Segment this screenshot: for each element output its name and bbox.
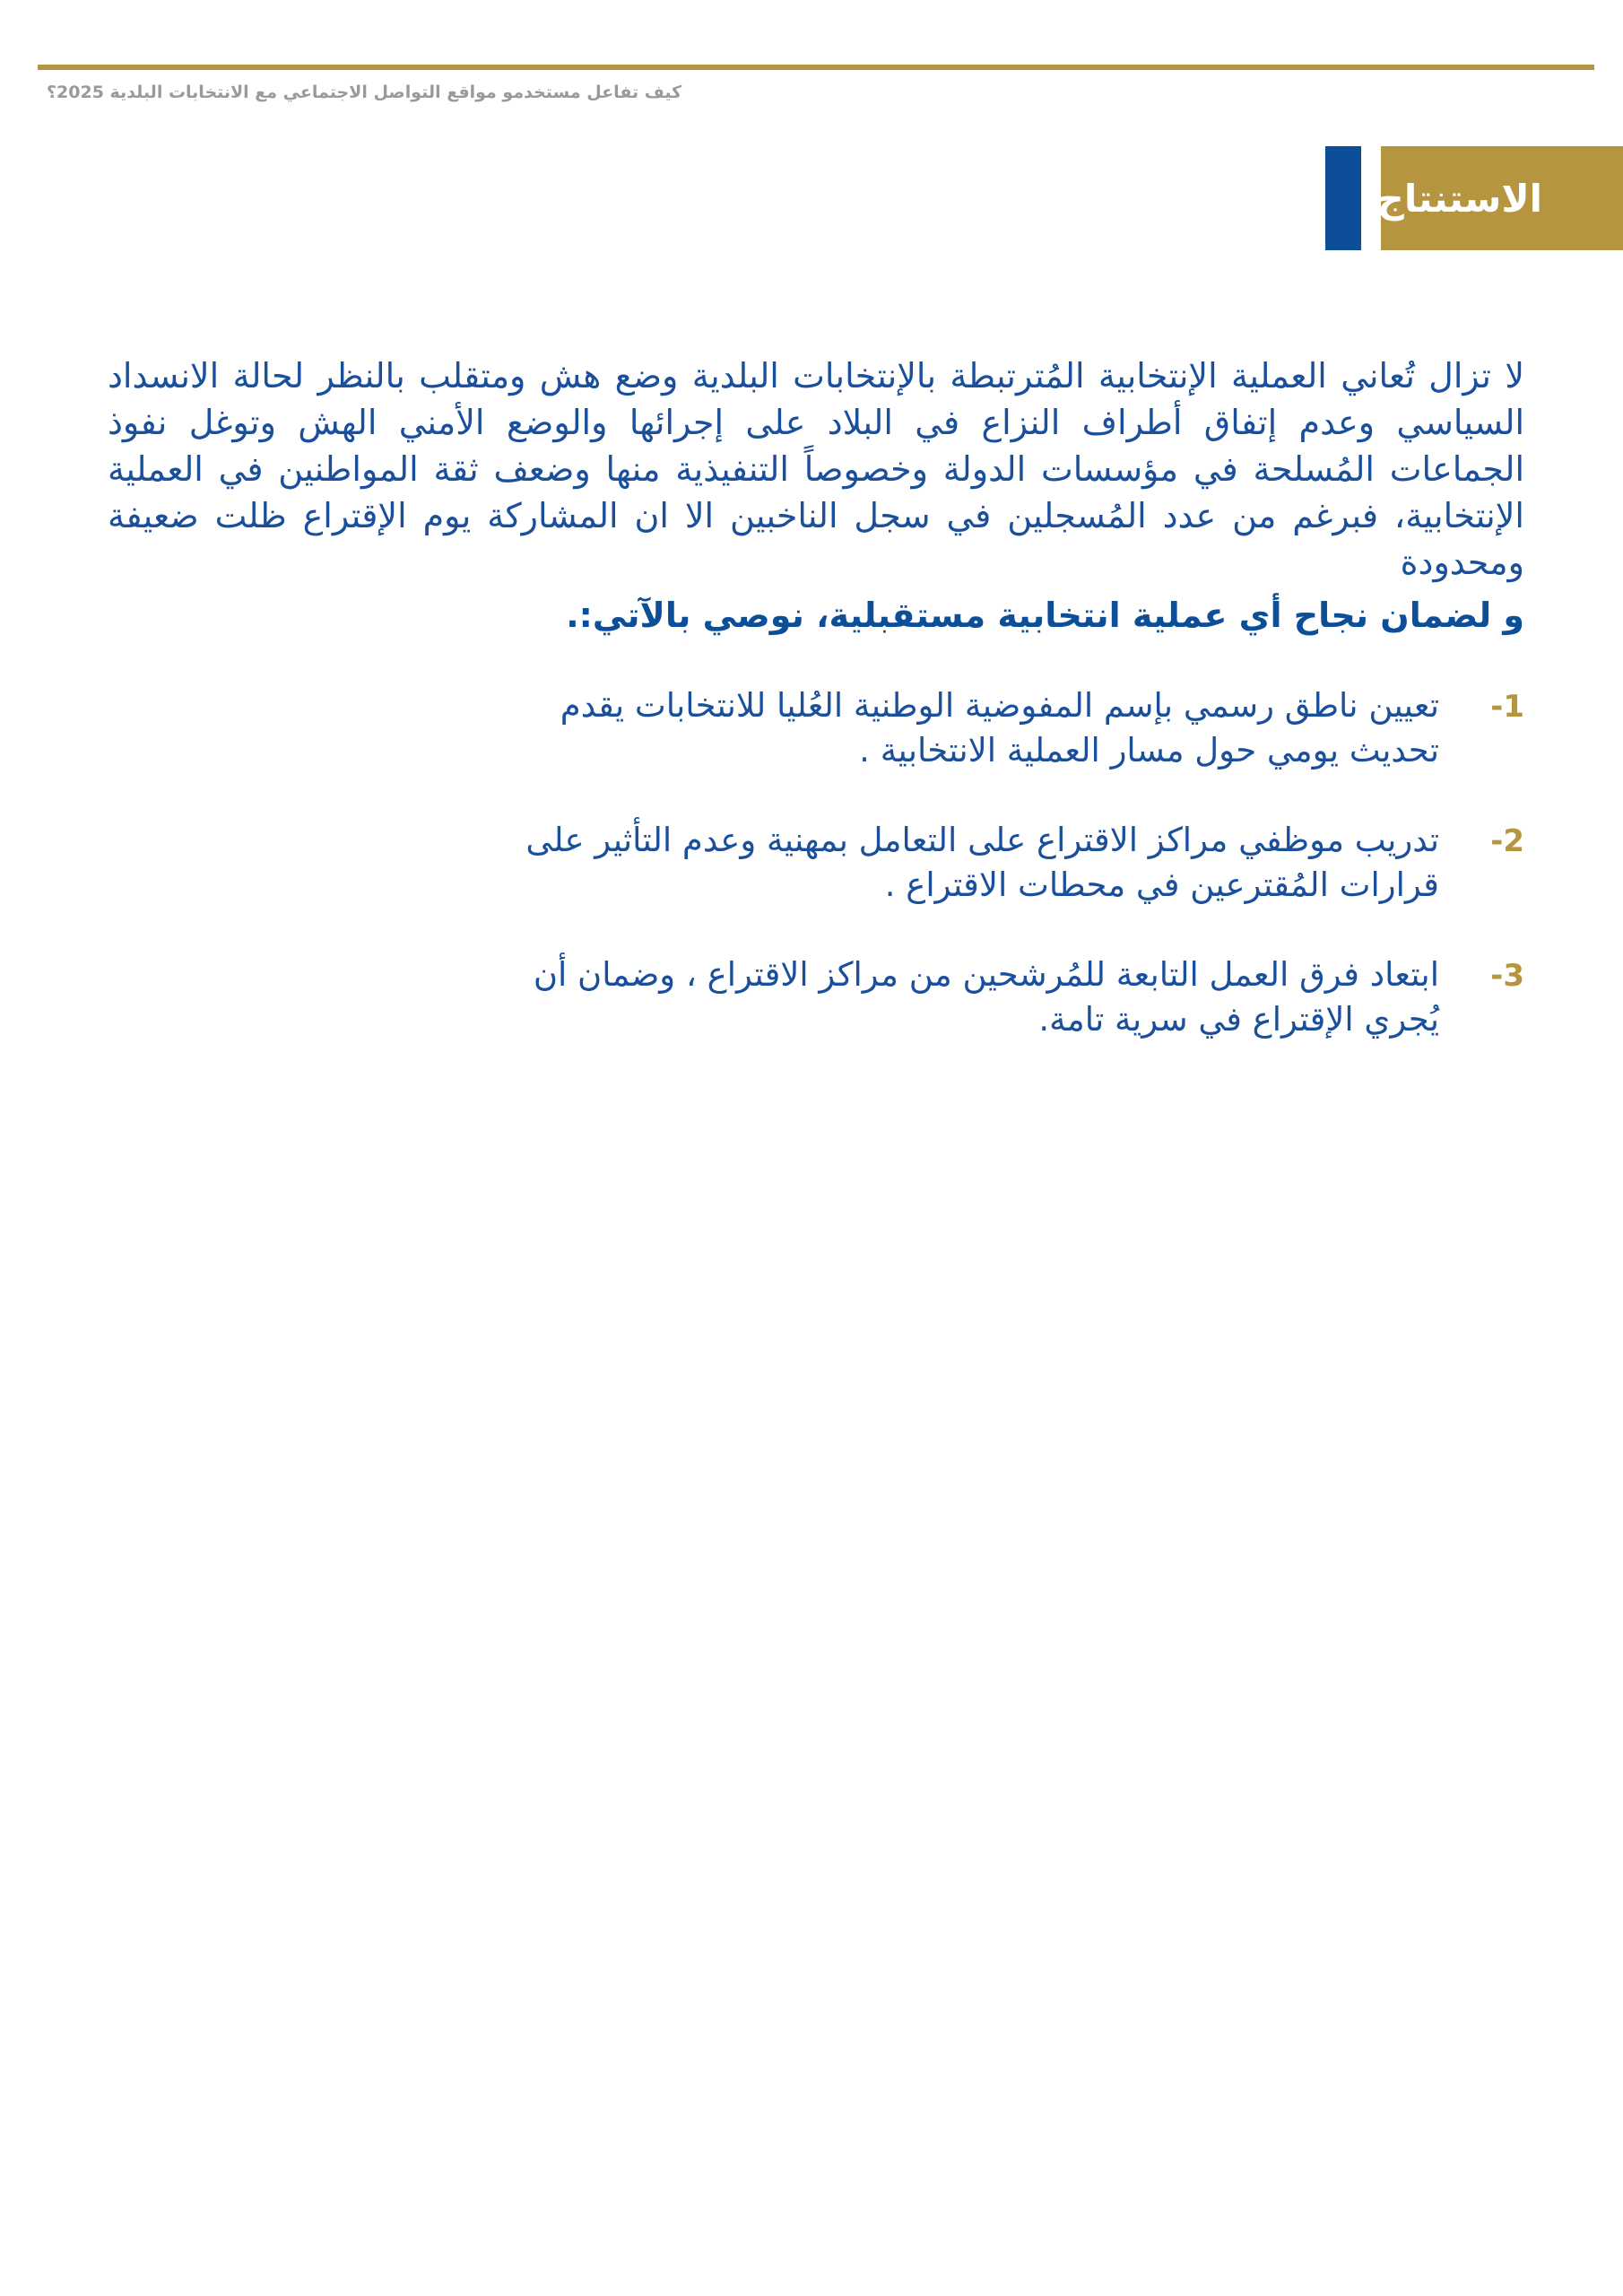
running-title: كيف تفاعل مستخدمو مواقع التواصل الاجتماعي مع الانتخابات البلدية 2025؟ <box>47 83 682 102</box>
recommendation-text: ابتعاد فرق العمل التابعة للمُرشحين من مراكز الاقتراع ، وضمان أن يُجري الإقتراع في سرية تامة. <box>533 955 1439 1039</box>
header-rule <box>38 65 1594 70</box>
recommendation-text: تعيين ناطق رسمي بإسم المفوضية الوطنية العُليا للانتخابات يقدم تحديث يومي حول مسار العملية الانتخابية . <box>560 686 1439 770</box>
recommendations-intro: و لضمان نجاح أي عملية انتخابية مستقبلية، نوصي بالآتي:. <box>566 596 1524 635</box>
section-title: الاستنتاج: <box>1361 176 1542 221</box>
recommendation-number: -2 <box>1490 823 1524 859</box>
recommendation-number: -1 <box>1490 689 1524 725</box>
section-accent-bar <box>1325 146 1361 250</box>
recommendation-item <box>520 683 1524 773</box>
conclusion-paragraph: لا تزال تُعاني العملية الإنتخابية المُترتبطة بالإنتخابات البلدية وضع هش ومتقلب بالنظر لحالة الانسداد السياسي وعدم إتفاق أطراف النزاع في البلاد على إجرائها والوضع الأمني الهش وتوغل نفوذ الجماعات المُسلحة في مؤسسات الدولة وخصوصاً التنفيذية منها وضعف ثقة المواطنين في العملية الإنتخابية، فبرغم من عدد المُسجلين في سجل الناخبين الا ان المشاركة يوم الإقتراع ظلت ضعيفة ومحدودة <box>108 356 1524 582</box>
recommendation-item <box>520 818 1524 908</box>
section-title-box <box>1361 146 1623 250</box>
recommendation-number: -3 <box>1490 958 1524 994</box>
recommendation-text: تدريب موظفي مراكز الاقتراع على التعامل بمهنية وعدم التأثير على قرارات المُقترعين في محطات الاقتراع . <box>525 821 1439 904</box>
recommendation-item <box>520 952 1524 1042</box>
